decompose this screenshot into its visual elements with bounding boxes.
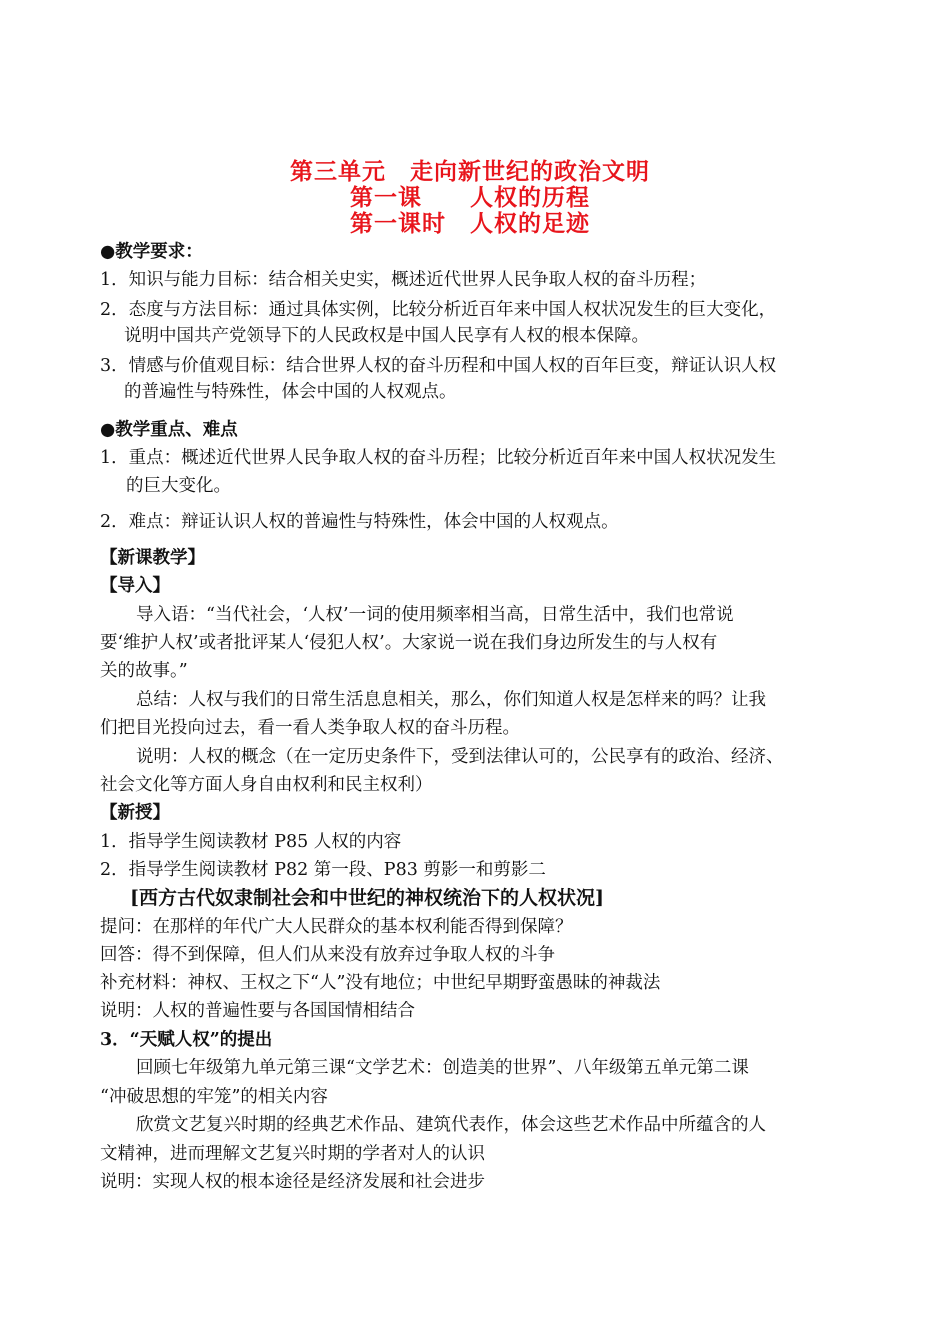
new-lesson-heading: 【新课教学】 (100, 548, 205, 568)
point3-line: 文精神，进而理解文艺复兴时期的学者对人的认识 (100, 1144, 485, 1164)
key-points-heading: ●教学重点、难点 (100, 420, 238, 440)
unit-title: 第三单元 走向新世纪的政治文明 (290, 158, 650, 185)
point3-line: 回顾七年级第九单元第三课“文学艺术：创造美的世界”、八年级第五单元第二课 (136, 1058, 749, 1078)
intro-line: 要‘维护人权’或者批评某人‘侵犯人权’。大家说一说在我们身边所发生的与人权有 (100, 633, 718, 653)
qa-line: 回答：得不到保障，但人们从来没有放弃过争取人权的斗争 (100, 945, 555, 965)
key-point-item: 1．重点：概述近代世界人民争取人权的奋斗历程；比较分析近百年来中国人权状况发生 (100, 448, 777, 468)
requirement-item: 1．知识与能力目标：结合相关史实，概述近代世界人民争取人权的奋斗历程； (100, 270, 707, 290)
intro-line: 社会文化等方面人身自由权利和民主权利） (100, 775, 433, 795)
point3-line: 说明：实现人权的根本途径是经济发展和社会进步 (100, 1172, 485, 1192)
qa-line: 提问：在那样的年代广大人民群众的基本权利能否得到保障？ (100, 917, 573, 937)
lesson-title: 第一课 人权的历程 (350, 184, 590, 211)
intro-line: 导入语：“当代社会，‘人权’一词的使用频率相当高，日常生活中，我们也常说 (136, 605, 734, 625)
section-title: [西方古代奴隶制社会和中世纪的神权统治下的人权状况] (130, 887, 604, 909)
qa-line: 说明：人权的普遍性要与各国国情相结合 (100, 1001, 415, 1021)
teach-item: 2．指导学生阅读教材 P82 第一段、P83 剪影一和剪影二 (100, 860, 546, 880)
intro-line: 说明：人权的概念（在一定历史条件下，受到法律认可的，公民享有的政治、经济、 (136, 747, 784, 767)
point3-line: “冲破思想的牢笼”的相关内容 (100, 1087, 328, 1107)
intro-line: 关的故事。” (100, 661, 188, 681)
requirement-item: 说明中国共产党领导下的人民政权是中国人民享有人权的根本保障。 (124, 326, 649, 346)
teach-item: 1．指导学生阅读教材 P85 人权的内容 (100, 832, 402, 852)
teach-heading: 【新授】 (100, 803, 170, 823)
point3-heading: 3．“天赋人权”的提出 (100, 1030, 273, 1050)
qa-line: 补充材料：神权、王权之下“人”没有地位；中世纪早期野蛮愚昧的神裁法 (100, 973, 661, 993)
requirement-item: 2．态度与方法目标：通过具体实例，比较分析近百年来中国人权状况发生的巨大变化， (100, 300, 777, 320)
requirement-item: 的普遍性与特殊性，体会中国的人权观点。 (124, 382, 457, 402)
point3-line: 欣赏文艺复兴时期的经典艺术作品、建筑代表作，体会这些艺术作品中所蕴含的人 (136, 1115, 766, 1135)
intro-heading: 【导入】 (100, 576, 170, 596)
intro-line: 们把目光投向过去，看一看人类争取人权的奋斗历程。 (100, 718, 520, 738)
intro-line: 总结：人权与我们的日常生活息息相关，那么，你们知道人权是怎样来的吗？让我 (136, 690, 766, 710)
period-title: 第一课时 人权的足迹 (350, 210, 590, 237)
key-point-item: 2．难点：辩证认识人权的普遍性与特殊性，体会中国的人权观点。 (100, 512, 619, 532)
requirement-item: 3．情感与价值观目标：结合世界人权的奋斗历程和中国人权的百年巨变，辩证认识人权 (100, 356, 777, 376)
key-point-item: 的巨大变化。 (126, 476, 231, 496)
requirements-heading: ●教学要求： (100, 242, 203, 262)
